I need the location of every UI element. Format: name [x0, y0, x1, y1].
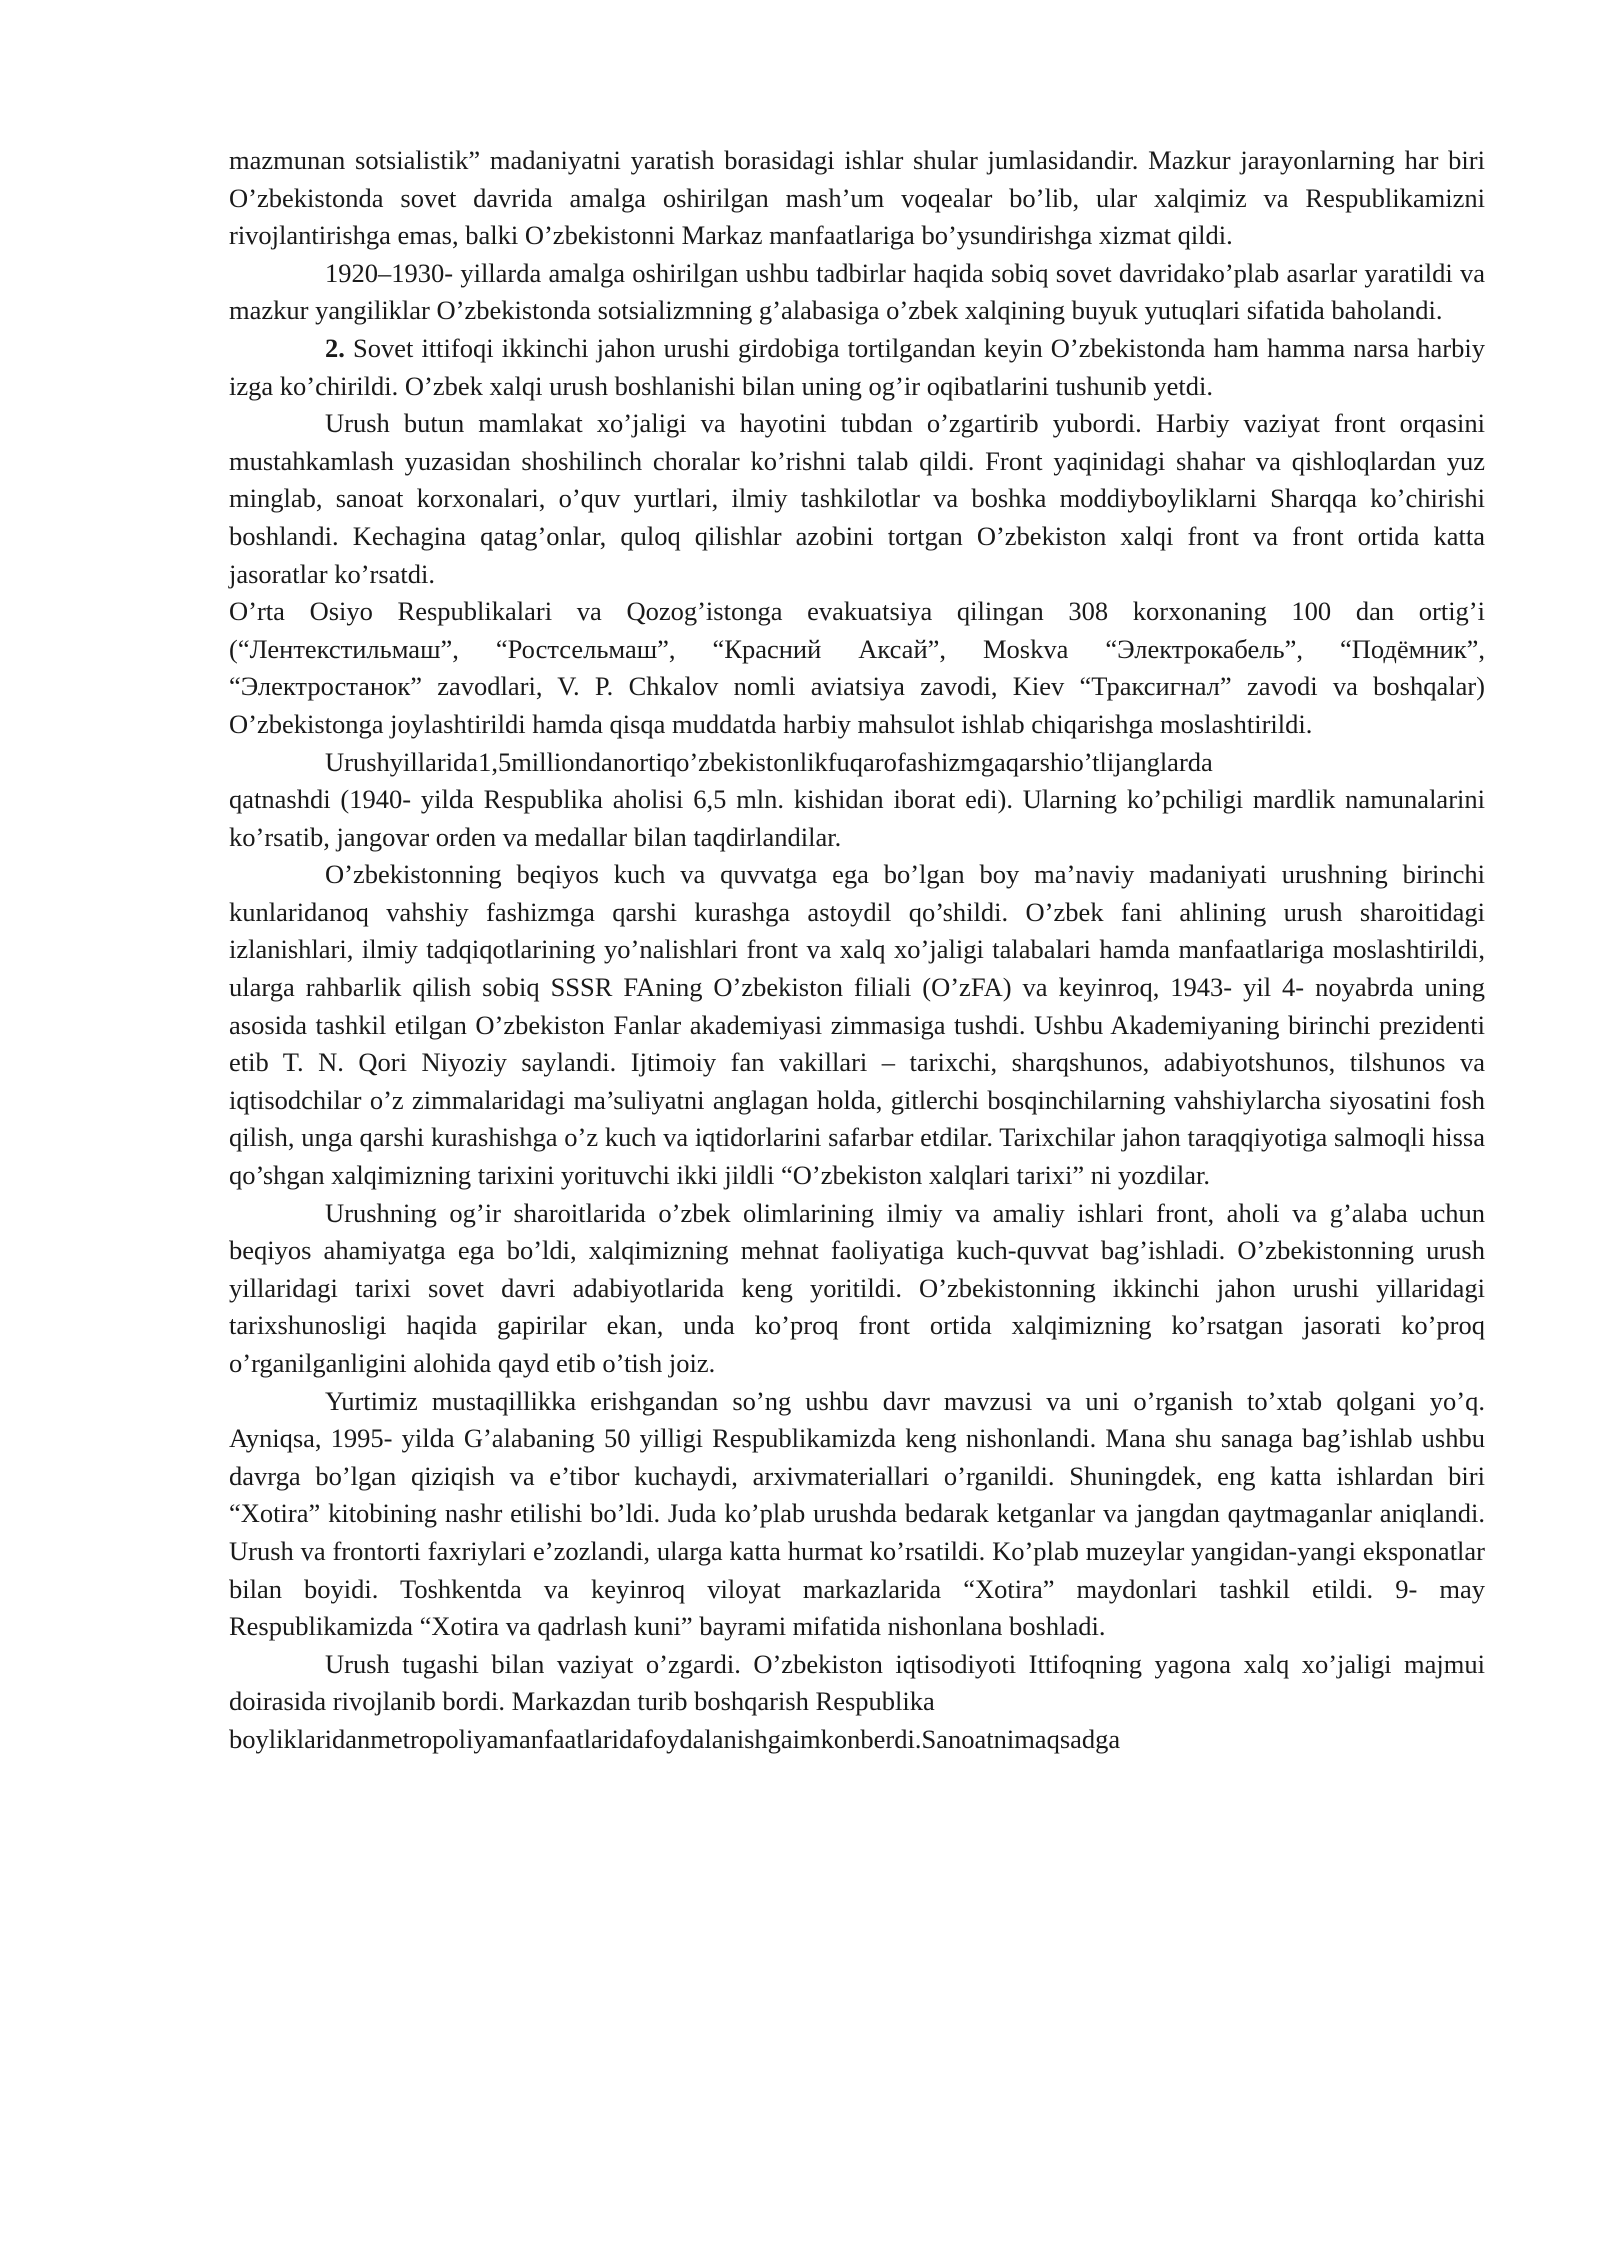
paragraph-8 [229, 1195, 1485, 1383]
paragraph-text: Urush tugashi bilan vaziyat o’zgardi. O’zbekiston iqtisodiyoti Ittifoqning yagona xalq xo’jaligi majmui doirasida rivojlanib bordi. Markazdan turib boshqarish Respublika [229, 1648, 1485, 1717]
paragraph-text: Sovet ittifoqi ikkinchi jahon urushi girdobiga tortilgandan keyin O’zbekistonda ham hamma narsa harbiy izga ko’chirildi. O’zbek xalqi urush boshlanishi bilan uning og’ir oqibatlarini tushunib yetdi. [229, 332, 1485, 401]
paragraph-10-last-line [229, 1721, 1485, 1759]
paragraph-text: mazmunan sotsialistik” madaniyatni yaratish borasidagi ishlar shular jumlasidandir. Mazkur jarayonlarning har biri O’zbekistonda sovet davrida amalga oshirilgan mash’um voqealar bo’lib, ular xalqimiz va Respublikamizni rivojlantirishga emas, balki O’zbekistonni Markaz manfaatlariga bo’ysundirishga xizmat qildi. [229, 145, 1485, 251]
paragraph-text: O’zbekistonning beqiyos kuch va quvvatga ega bo’lgan boy ma’naviy madaniyati urushning birinchi kunlaridanoq vahshiy fashizmga qarshi kurashga astoydil qo’shildi. O’zbek fani ahlining urush sharoitidagi izlanishlari, ilmiy tadqiqotlarining yo’nalishlari front va xalq xo’jaligi talabalari hamda manfaatlariga moslashtirildi, ularga rahbarlik qilish sobiq SSSR FAning O’zbekiston filiali (O’zFA) va keyinroq, 1943- yil 4- noyabrda uning asosida tashkil etilgan O’zbekiston Fanlar akademiyasi zimmasiga tushdi. Ushbu Akademiyaning birinchi prezidenti etib T. N. Qori Niyoziy saylandi. Ijtimoiy fan vakillari – tarixchi, sharqshunos, adabiyotshunos, tilshunos va iqtisodchilar o’z zimmalaridagi ma’suliyatni anglagan holda, gitlerchi bosqinchilarning vahshiylarcha siyosatini fosh qilish, unga qarshi kurashishga o’z kuch va iqtidorlarini safarbar etdilar. Tarixchilar jahon taraqqiyotiga salmoqli hissa qo’shgan xalqimizning tarixini yorituvchi ikki jildli “O’zbekiston xalqlari tarixi” ni yozdilar. [229, 859, 1485, 1191]
paragraph-9 [229, 1383, 1485, 1646]
paragraph-text: Urush butun mamlakat xo’jaligi va hayotini tubdan o’zgartirib yubordi. Harbiy vaziyat front orqasini mustahkamlash yuzasidan shoshilinch choralar ko’rishni talab qildi. Front yaqinidagi shahar va qishloqlardan yuz minglab, sanoat korxonalari, o’quv yurtlari, ilmiy tashkilotlar va boshka moddiyboyliklarni Sharqqa ko’chirishi boshlandi. Kechagina qatag’onlar, quloq qilishlar azobini tortgan O’zbekiston xalqi front va front ortida katta jasoratlar ko’rsatdi. [229, 408, 1485, 589]
section-number: 2. [325, 332, 345, 363]
paragraph-text: Yurtimiz mustaqillikka erishgandan so’ng ushbu davr mavzusi va uni o’rganish to’xtab qolgani yo’q. Ayniqsa, 1995- yilda G’alabaning 50 yilligi Respublikamizda keng nishonlandi. Mana shu sanaga bag’ishlab ushbu davrga bo’lgan qiziqish va e’tibor kuchaydi, arxivmateriallari o’rganildi. Shuningdek, eng katta ishlardan biri “Xotira” kitobining nashr etilishi bo’ldi. Juda ko’plab urushda bedarak ketganlar va jangdan qaytmaganlar aniqlandi. Urush va frontorti faxriylari e’zozlandi, ularga katta hurmat ko’rsatildi. Ko’plab muzeylar yangidan-yangi eksponatlar bilan boyidi. Toshkentda va keyinroq viloyat markazlarida “Xotira” maydonlari tashkil etildi. 9- may Respublikamizda “Xotira va qadrlash kuni” bayrami mifatida nishonlana boshladi. [229, 1385, 1485, 1642]
paragraph-6-continued [229, 781, 1485, 856]
paragraph-1 [229, 142, 1485, 255]
paragraph-7 [229, 856, 1485, 1194]
paragraph-text: O’rta Osiyo Respublikalari va Qozog’istonga evakuatsiya qilingan 308 korxonaning 100 dan ortig’i (“Лентекстильмаш”, “Ростсельмаш”, “Красний Аксай”, Moskva “Электрокабель”, “Подёмник”, “Электростанок” zavodlari, V. P. Chkalov nomli aviatsiya zavodi, Kiev “Траксигнал” zavodi va boshqalar) O’zbekistonga joylashtirildi hamda qisqa muddatda harbiy mahsulot ishlab chiqarishga moslashtirildi. [229, 596, 1485, 739]
paragraph-6-line-1 [229, 744, 1485, 782]
paragraph-10 [229, 1646, 1485, 1721]
paragraph-4 [229, 405, 1485, 593]
paragraph-text: qatnashdi (1940- yilda Respublika aholisi 6,5 mln. kishidan iborat edi). Ularning ko’pchiligi mardlik namunalarini ko’rsatib, jangovar orden va medallar bilan taqdirlandilar. [229, 784, 1485, 852]
paragraph-text: Urushning og’ir sharoitlarida o’zbek olimlarining ilmiy va amaliy ishlari front, aholi va g’alaba uchun beqiyos ahamiyatga ega bo’ldi, xalqimizning mehnat faoliyatiga kuch-quvvat bag’ishladi. O’zbekistonning urush yillaridagi tarixi sovet davri adabiyotlarida keng yoritildi. O’zbekistonning ikkinchi jahon urushi yillaridagi tarixshunosligi haqida gapirilar ekan, unda ko’proq front ortida xalqimizning ko’rsatgan jasorati ko’proq o’rganilganligini alohida qayd etib o’tish joiz. [229, 1197, 1485, 1378]
paragraph-2 [229, 255, 1485, 330]
paragraph-text: 1920–1930- yillarda amalga oshirilgan ushbu tadbirlar haqida sobiq sovet davridako’plab asarlar yaratildi va mazkur yangiliklar O’zbekistonda sotsializmning g’alabasiga o’zbek xalqining buyuk yutuqlari sifatida baholandi. [229, 257, 1485, 326]
paragraph-5 [229, 593, 1485, 743]
paragraph-text: boyliklaridanmetropoliyamanfaatlaridafoydalanishgaimkonberdi.Sanoatnimaqsadga [229, 1723, 1121, 1754]
paragraph-text: Urushyillarida1,5milliondanortiqo’zbekistonlikfuqarofashizmgaqarshio’tlijanglarda [325, 746, 1213, 777]
document-page [229, 142, 1485, 1759]
paragraph-3 [229, 330, 1485, 405]
